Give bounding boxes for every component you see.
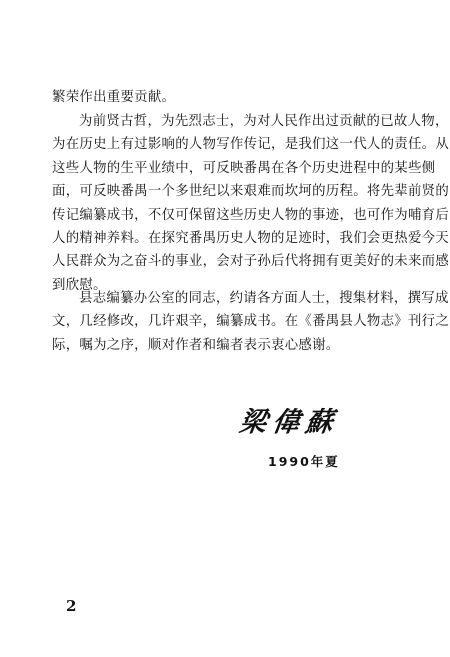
paragraph-acknowledgement <box>52 287 450 357</box>
author-signature: 梁偉蘇 <box>237 407 341 438</box>
text-line: 县志编纂办公室的同志，约请各方面人士，搜集材料，撰写成 <box>79 291 449 306</box>
text-line: 这些人物的生平业绩中，可反映番禺在各个历史进程中的某些侧 <box>52 160 436 176</box>
paragraph-main <box>52 110 450 297</box>
text-line: 繁荣作出重要贡献。 <box>52 90 176 105</box>
paragraph-continuation <box>52 86 396 109</box>
text-line: 传记编纂成书，不仅可保留这些历史人物的事迹，也可作为哺育后 <box>52 207 450 223</box>
text-line: 际，嘱为之序，顺对作者和编者表示衷心感谢。 <box>52 337 340 353</box>
text-line: 人民群众为之奋斗的事业，会对子孙后代将拥有更美好的未来而感 <box>52 254 450 270</box>
text-line: 面，可反映番禺一个多世纪以来艰难而坎坷的历程。将先辈前贤的 <box>52 184 450 200</box>
date-line: 1990年夏 <box>268 454 340 469</box>
text-line: 为在历史上有过影响的人物写作传记，是我们这一代人的责任。从 <box>52 137 450 153</box>
text-line: 人的精神养料。在探究番禺历史人物的足迹时，我们会更热爱今天 <box>52 230 450 246</box>
text-line: 为前贤古哲，为先烈志士，为对人民作出过贡献的已故人物， <box>79 114 449 129</box>
text-line: 到欣慰。 <box>52 277 107 293</box>
text-line: 文，几经修改，几许艰辛，编纂成书。在《番禺县人物志》刊行之 <box>52 314 450 330</box>
page-number: 2 <box>66 597 77 615</box>
